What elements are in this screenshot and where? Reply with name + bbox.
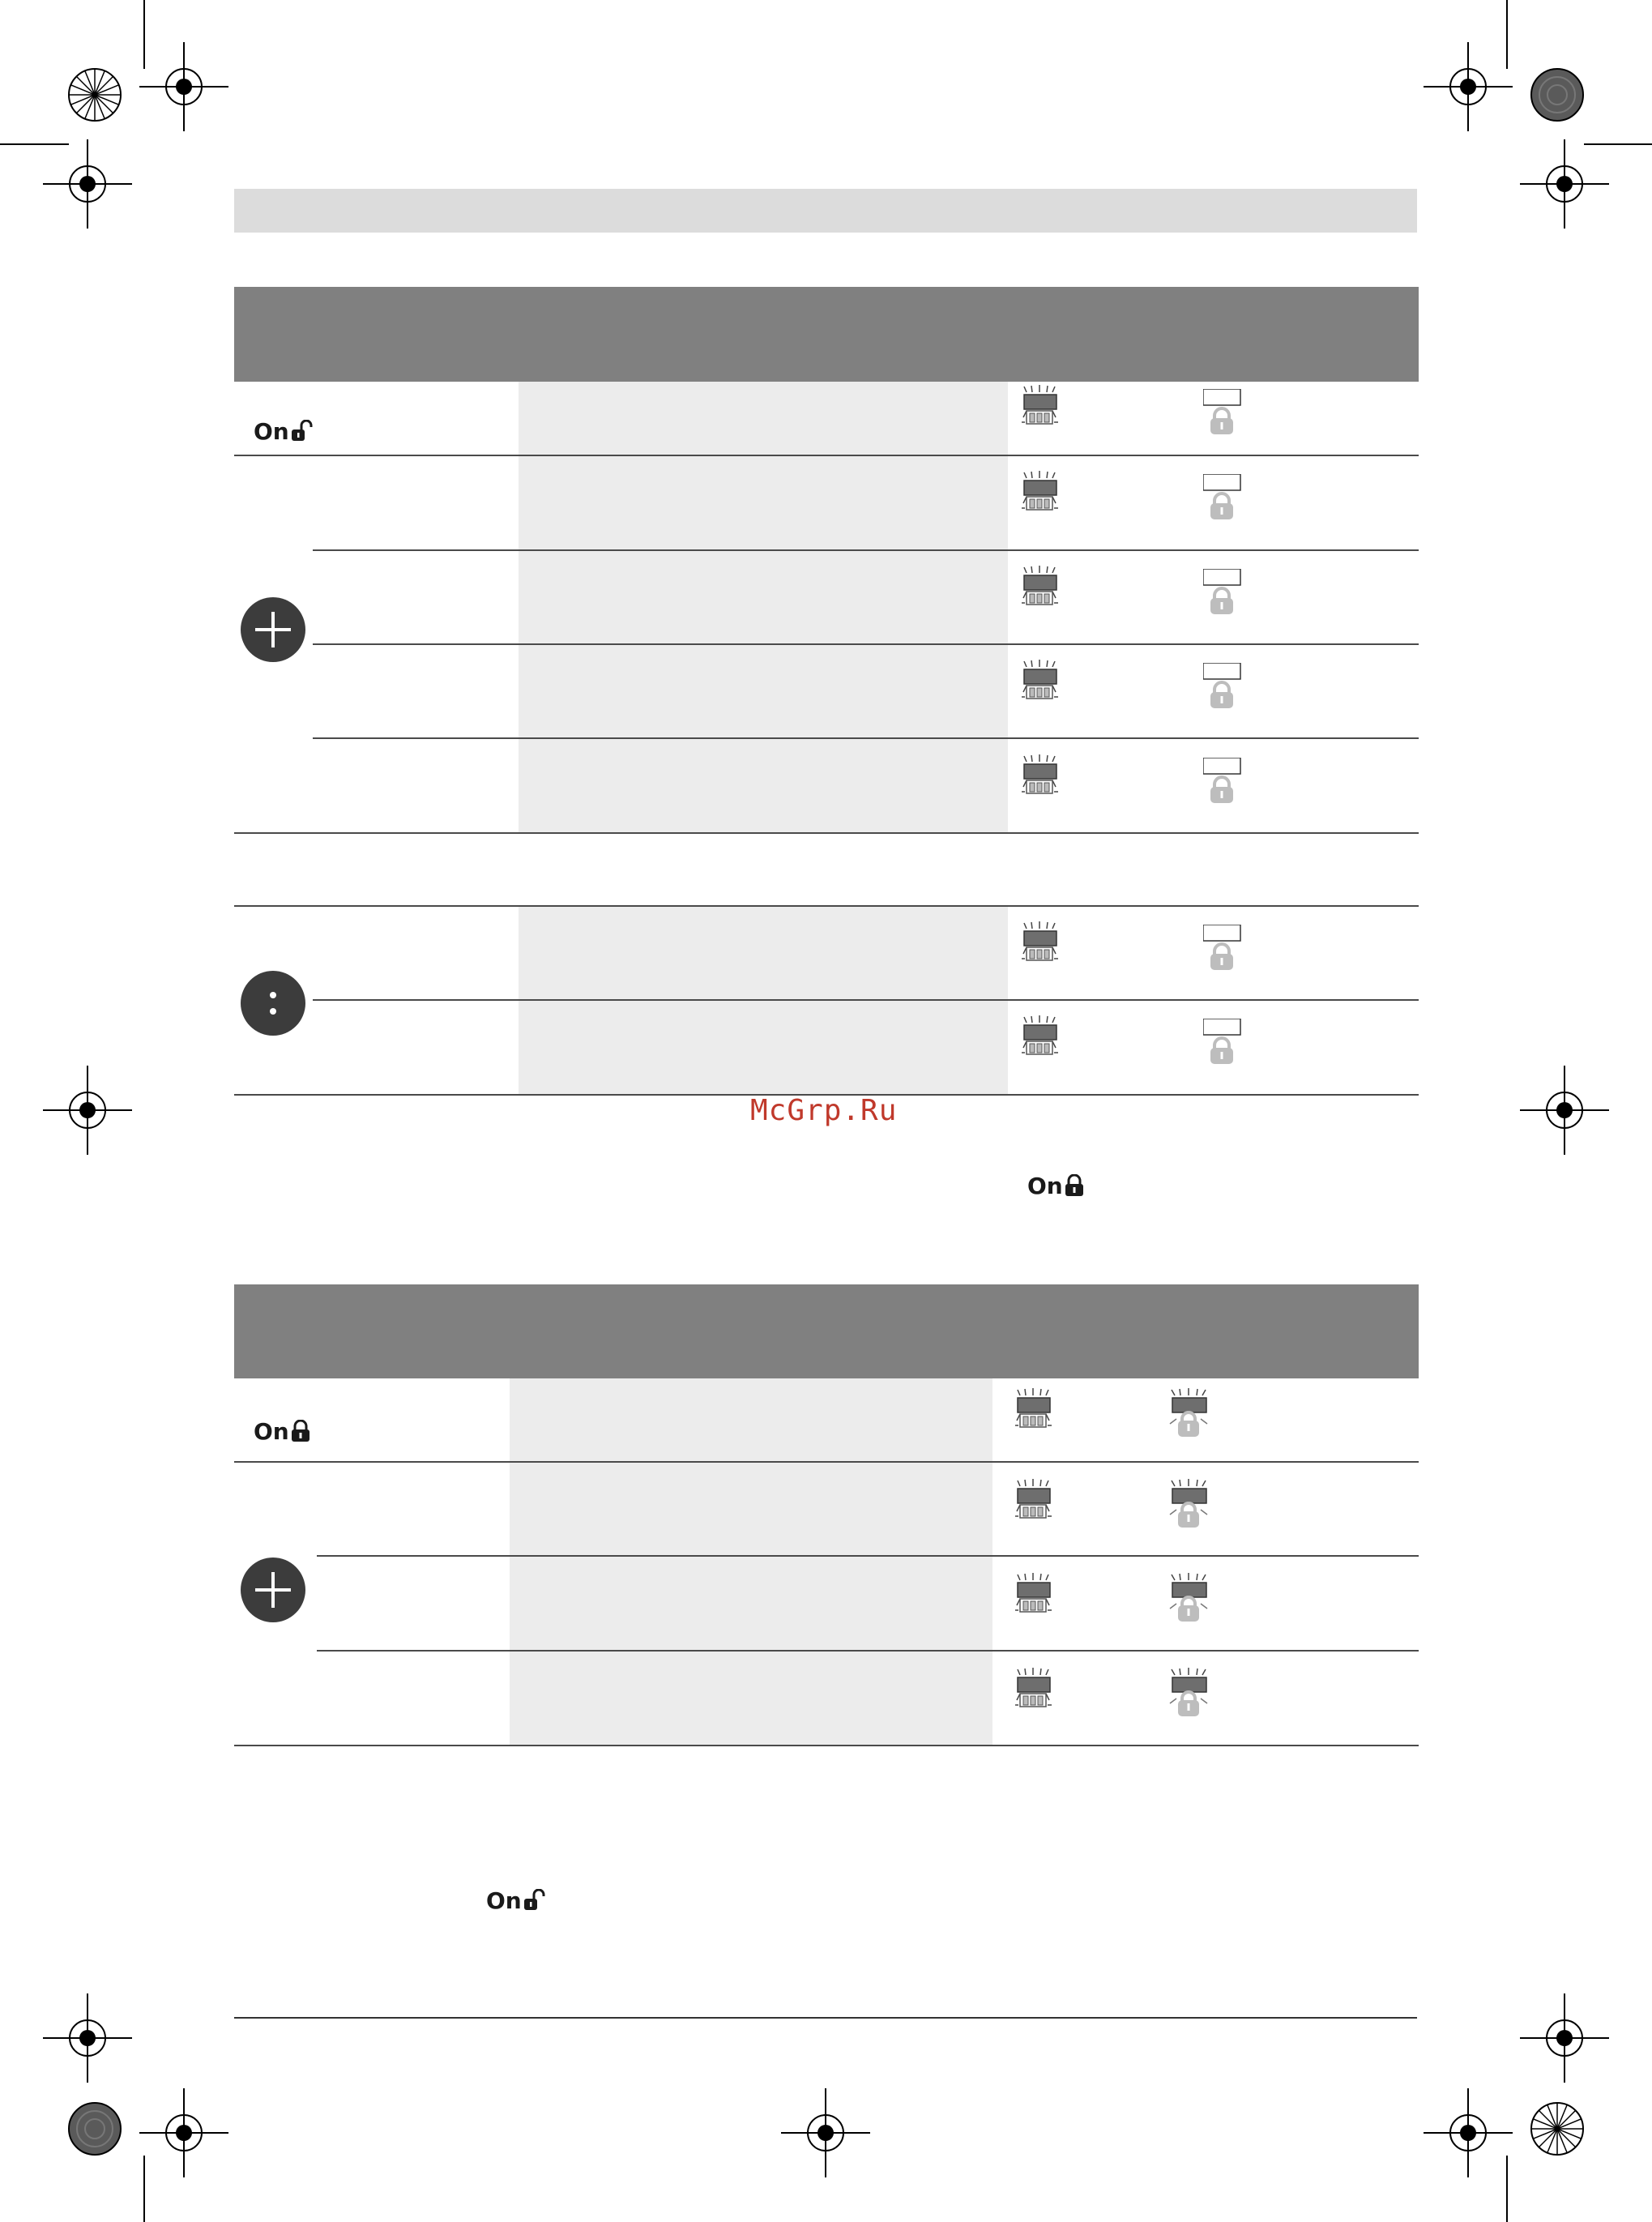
on-unlocked-label bbox=[254, 420, 314, 444]
table-row bbox=[519, 382, 1008, 455]
lock-blinking-icon bbox=[1168, 1573, 1209, 1623]
on-locked-label bbox=[1027, 1174, 1085, 1199]
plus-icon bbox=[241, 1558, 305, 1622]
table-row bbox=[519, 456, 1008, 549]
row-divider bbox=[313, 737, 1419, 739]
battery-blinking-icon bbox=[1020, 921, 1061, 964]
watermark: McGrp.Ru bbox=[750, 1094, 898, 1127]
row-divider bbox=[317, 1650, 1419, 1652]
row-divider bbox=[234, 1461, 1419, 1463]
lock-blinking-icon bbox=[1168, 1479, 1209, 1529]
lock-status-icon bbox=[1203, 758, 1242, 805]
locked-padlock-icon bbox=[1064, 1174, 1085, 1199]
table-row bbox=[519, 1001, 1008, 1094]
table-row bbox=[510, 1463, 992, 1555]
unlocked-padlock-icon bbox=[290, 420, 314, 444]
plus-button[interactable] bbox=[241, 597, 305, 662]
row-divider bbox=[313, 549, 1419, 551]
table-row bbox=[519, 739, 1008, 832]
battery-blinking-icon bbox=[1014, 1388, 1054, 1430]
locked-padlock-icon bbox=[290, 1420, 311, 1444]
footer-rule bbox=[234, 2017, 1417, 2019]
on-locked-label bbox=[254, 1420, 311, 1444]
battery-blinking-icon bbox=[1014, 1479, 1054, 1521]
lock-status-icon bbox=[1203, 389, 1242, 436]
battery-blinking-icon bbox=[1014, 1573, 1054, 1615]
lock-blinking-icon bbox=[1168, 1388, 1209, 1438]
unlocked-padlock-icon bbox=[523, 1889, 547, 1913]
on-text: On bbox=[254, 1418, 289, 1445]
row-divider bbox=[234, 905, 1419, 907]
row-divider bbox=[317, 1555, 1419, 1557]
lock-status-icon bbox=[1203, 925, 1242, 972]
lock-status-icon bbox=[1203, 569, 1242, 616]
on-text: On bbox=[254, 418, 289, 445]
lock-blinking-icon bbox=[1168, 1668, 1209, 1718]
on-text: On bbox=[486, 1887, 522, 1914]
vertical-dots-icon bbox=[241, 971, 305, 1036]
battery-blinking-icon bbox=[1020, 385, 1061, 427]
row-divider bbox=[313, 643, 1419, 645]
table-row bbox=[519, 551, 1008, 643]
plus-icon bbox=[241, 597, 305, 662]
table-row bbox=[510, 1652, 992, 1745]
battery-blinking-icon bbox=[1020, 660, 1061, 702]
table-row bbox=[519, 907, 1008, 999]
on-text: On bbox=[1027, 1173, 1063, 1199]
menu-button[interactable] bbox=[241, 971, 305, 1036]
battery-blinking-icon bbox=[1020, 754, 1061, 797]
lock-status-icon bbox=[1203, 474, 1242, 521]
on-unlocked-label bbox=[486, 1889, 547, 1913]
header-strip bbox=[234, 189, 1417, 233]
table-row bbox=[510, 1557, 992, 1650]
row-divider bbox=[234, 832, 1419, 834]
table-row bbox=[510, 1378, 992, 1461]
battery-blinking-icon bbox=[1020, 566, 1061, 608]
plus-button[interactable] bbox=[241, 1558, 305, 1622]
table-2-header bbox=[234, 1284, 1419, 1378]
table-row bbox=[519, 645, 1008, 737]
lock-status-icon bbox=[1203, 1019, 1242, 1066]
table-1-header bbox=[234, 287, 1419, 382]
battery-blinking-icon bbox=[1014, 1668, 1054, 1710]
row-divider bbox=[234, 1745, 1419, 1746]
row-divider bbox=[234, 455, 1419, 456]
battery-blinking-icon bbox=[1020, 471, 1061, 513]
row-divider bbox=[313, 999, 1419, 1001]
lock-status-icon bbox=[1203, 663, 1242, 710]
battery-blinking-icon bbox=[1020, 1015, 1061, 1058]
